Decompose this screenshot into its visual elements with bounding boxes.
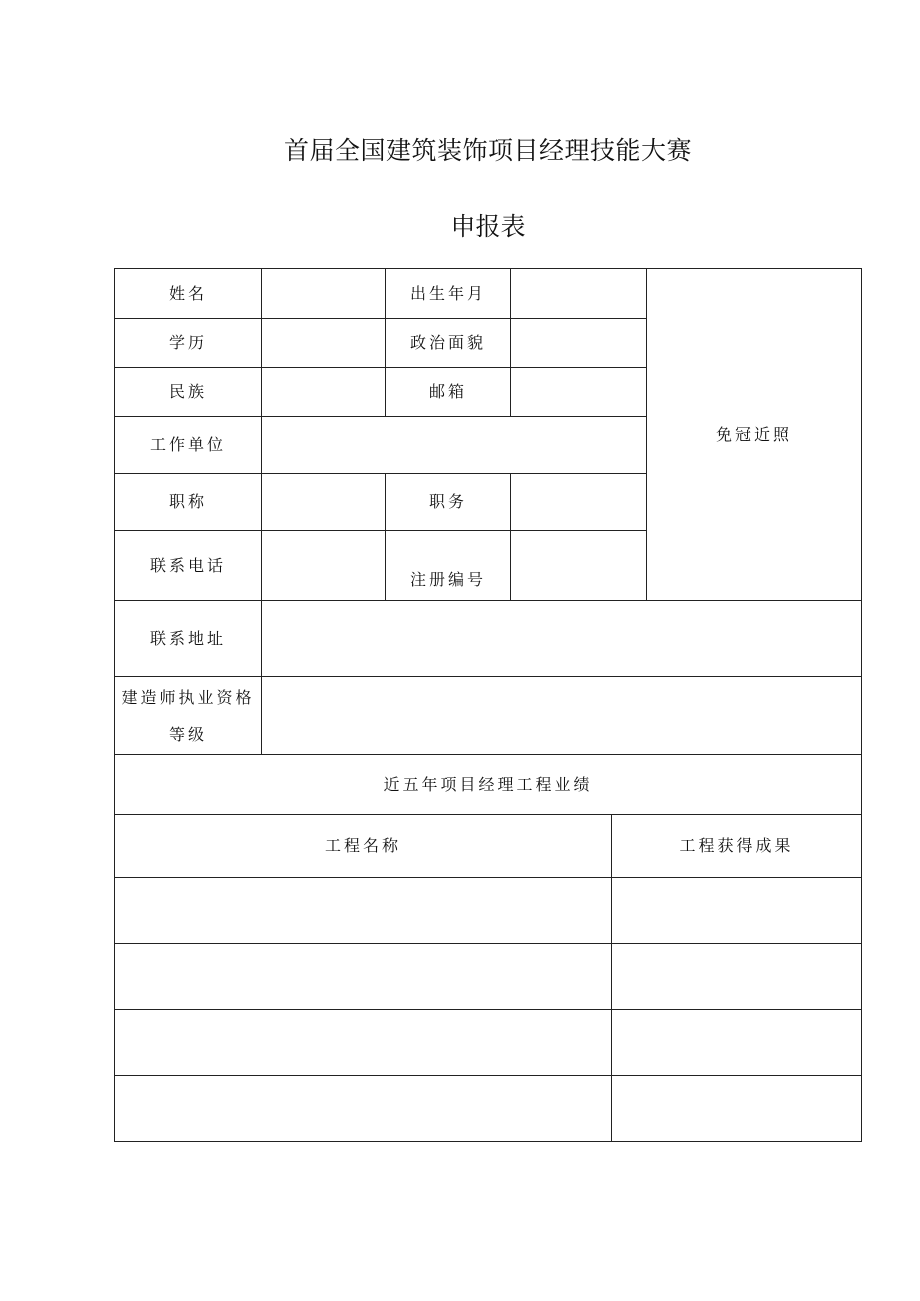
project-name-cell[interactable] [114,1075,612,1142]
registration-number-label: 注册编号 [385,530,511,601]
phone-label: 联系电话 [114,530,262,601]
qualification-label-line2: 等级 [168,724,207,744]
project-name-cell[interactable] [114,1009,612,1076]
political-status-label: 政治面貌 [385,318,511,368]
education-label: 学历 [114,318,262,368]
email-field[interactable] [510,367,647,417]
position-label: 职务 [385,473,511,531]
qualification-label [114,676,262,755]
project-result-cell[interactable] [611,943,862,1010]
phone-field[interactable] [261,530,386,601]
project-name-cell[interactable] [114,943,612,1010]
project-name-cell[interactable] [114,877,612,944]
ethnicity-field[interactable] [261,367,386,417]
email-label: 邮箱 [385,367,511,417]
ethnicity-label: 民族 [114,367,262,417]
professional-title-label: 职称 [114,473,262,531]
name-label: 姓名 [114,268,262,319]
qualification-label-line1: 建造师执业资格 [121,687,255,707]
registration-number-field[interactable] [510,530,647,601]
birth-date-label: 出生年月 [385,268,511,319]
name-field[interactable] [261,268,386,319]
professional-title-field[interactable] [261,473,386,531]
photo-label: 免冠近照 [715,424,792,444]
performance-section-title: 近五年项目经理工程业绩 [114,754,862,815]
project-name-header: 工程名称 [114,814,612,878]
document-subtitle: 申报表 [450,212,526,241]
qualification-field[interactable] [261,676,862,755]
project-result-header: 工程获得成果 [611,814,862,878]
project-result-cell[interactable] [611,1075,862,1142]
birth-date-field[interactable] [510,268,647,319]
photo-area[interactable] [646,268,862,601]
address-label: 联系地址 [114,600,262,677]
address-field[interactable] [261,600,862,677]
employer-label: 工作单位 [114,416,262,474]
education-field[interactable] [261,318,386,368]
political-status-field[interactable] [510,318,647,368]
position-field[interactable] [510,473,647,531]
project-result-cell[interactable] [611,877,862,944]
document-title: 首届全国建筑装饰项目经理技能大赛 [283,136,692,165]
project-result-cell[interactable] [611,1009,862,1076]
employer-field[interactable] [261,416,647,474]
